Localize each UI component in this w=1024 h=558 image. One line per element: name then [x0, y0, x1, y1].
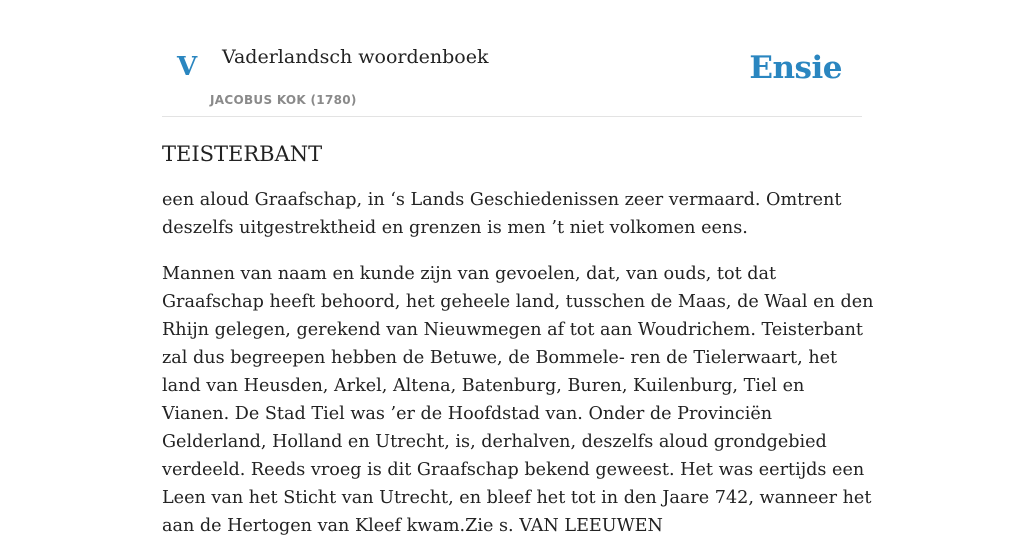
entry-paragraph: een aloud Graafschap, in ‘s Lands Geschiedenissen zeer vermaard. Omtrent deszelfs uitgestrektheid en grenzen is men ’t niet volkomen eens.: [162, 190, 842, 238]
entry-content: [162, 138, 874, 558]
book-author: JACOBUS KOK (1780): [210, 93, 357, 107]
index-letter[interactable]: V: [177, 52, 198, 82]
header: [162, 0, 862, 117]
entry-paragraph: Mannen van naam en kunde zijn van gevoelen, dat, van ouds, tot dat Graafschap heeft behoord, het geheele land, tusschen de Maas, de Waal en den Rhijn gelegen, gerekend van Nieuwmegen af tot aan Woudrichem. Teisterbant zal dus begreepen hebben de Betuwe, de Bommele- ren de Tielerwaart, het land van Heusden, Arkel, Altena, Batenburg, Buren, Kuilenburg, Tiel en Vianen. De Stad Tiel was ’er de Hoofdstad van. Onder de Provinciën Gelderland, Holland en Utrecht, is, derhalven, deszelfs aloud grondgebied verdeeld. Reeds vroeg is dit Graafschap bekend geweest. Het was eertijds een Leen van het Sticht van Utrecht, en bleef het tot in den Jaare 742, wanneer het aan de Hertogen van Kleef kwam.Zie s. VAN LEEUWEN: [162, 264, 874, 536]
ensie-logo[interactable]: Ensie: [749, 50, 842, 86]
book-title[interactable]: Vaderlandsch woordenboek: [222, 46, 489, 68]
entry-headword: TEISTERBANT: [162, 142, 323, 166]
